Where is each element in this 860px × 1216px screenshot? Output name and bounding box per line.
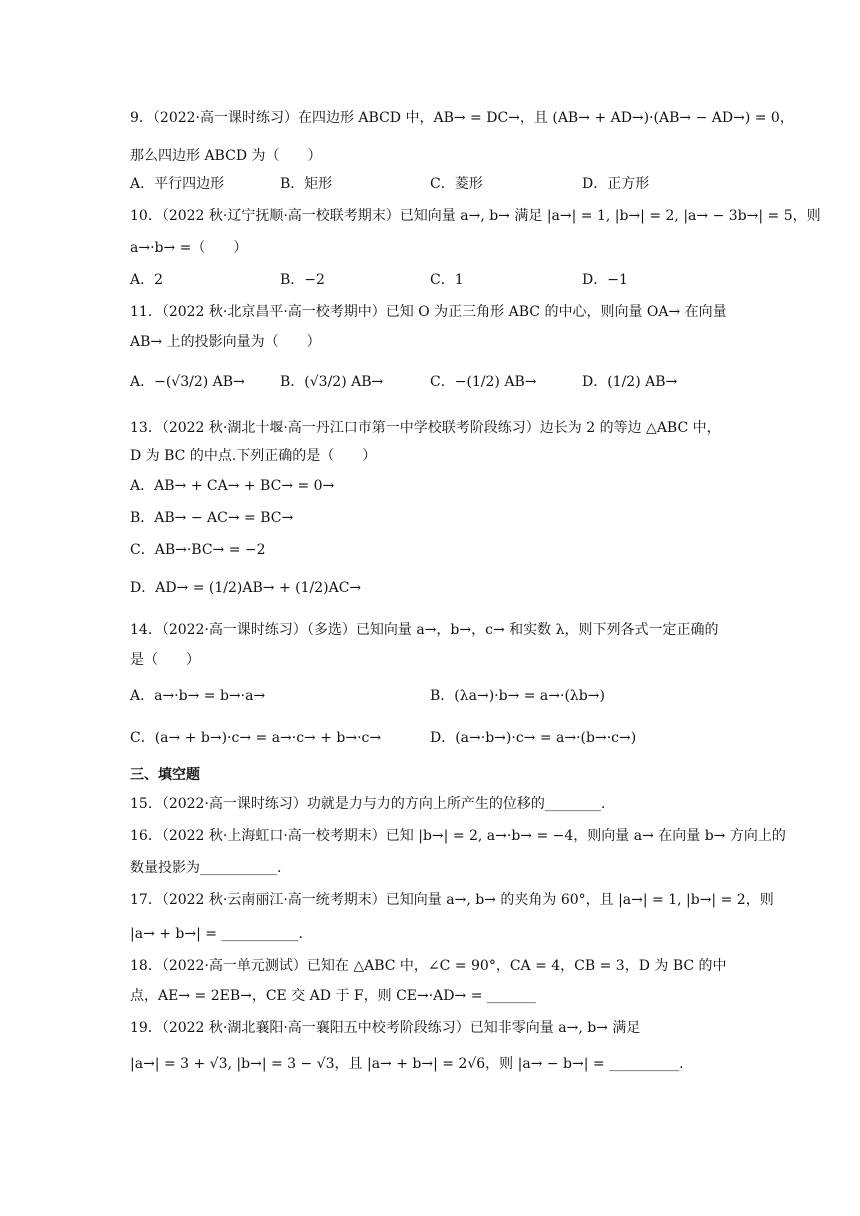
question-13-stem: 13．（2022 秋·湖北十堰·高一丹江口市第一中学校联考阶段练习）边长为 2 的等边 △ABC 中， (130, 420, 721, 436)
question-14-stem-cont: 是（ ） (130, 652, 200, 668)
q13-option-c: C．AB→·BC→ = −2 (130, 542, 266, 558)
question-11-stem: 11．（2022 秋·北京昌平·高一校考期中）已知 O 为正三角形 ABC 的中心，则向量 OA→ 在向量 (130, 304, 727, 320)
question-18: 18．（2022·高一单元测试）已知在 △ABC 中，∠C = 90°，CA = 4，CB = 3，D 为 BC 的中 (130, 958, 727, 974)
question-16: 16．（2022 秋·上海虹口·高一校考期末）已知 |b→| = 2, a→·b→ = −4，则向量 a→ 在向量 b→ 方向上的 (130, 828, 786, 844)
q10-option-d: D．−1 (582, 272, 628, 288)
question-11-stem-cont: AB→ 上的投影向量为（ ） (130, 334, 321, 350)
q9-option-a: A．平行四边形 (130, 176, 225, 192)
q13-option-a: A．AB→ + CA→ + BC→ = 0→ (130, 478, 335, 494)
question-13-stem-cont: D 为 BC 的中点.下列正确的是（ ） (130, 448, 377, 464)
question-17-cont: |a→ + b→| = ___________. (130, 926, 303, 942)
q11-option-a: A．−(√3/2) AB→ (130, 374, 245, 390)
question-18-cont: 点，AE→ = 2EB→，CE 交 AD 于 F，则 CE→·AD→ = _______ (130, 988, 536, 1004)
question-10-stem-cont: a→·b→ =（ ） (130, 240, 248, 256)
q10-option-a: A．2 (130, 272, 164, 288)
q13-option-d: D．AD→ = (1/2)AB→ + (1/2)AC→ (130, 580, 362, 596)
q9-option-d: D．正方形 (582, 176, 650, 192)
question-16-cont: 数量投影为___________. (130, 860, 282, 876)
question-19: 19．（2022 秋·湖北襄阳·高一襄阳五中校考阶段练习）已知非零向量 a→, b→ 满足 (130, 1020, 641, 1036)
q10-option-c: C．1 (430, 272, 464, 288)
q11-option-b: B．(√3/2) AB→ (280, 374, 384, 390)
question-9-stem: 9．（2022·高一课时练习）在四边形 ABCD 中，AB→ = DC→，且 (AB→ + AD→)·(AB→ − AD→) = 0， (130, 110, 794, 126)
q10-option-b: B．−2 (280, 272, 325, 288)
question-19-cont: |a→| = 3 + √3, |b→| = 3 − √3，且 |a→ + b→| = 2√6，则 |a→ − b→| = __________. (130, 1056, 684, 1072)
question-15: 15．（2022·高一课时练习）功就是力与力的方向上所产生的位移的________. (130, 796, 606, 812)
question-10-stem: 10．（2022 秋·辽宁抚顺·高一校联考期末）已知向量 a→, b→ 满足 |a→| = 1, |b→| = 2, |a→ − 3b→| = 5，则 (130, 208, 821, 224)
q14-option-b: B．(λa→)·b→ = a→·(λb→) (430, 688, 605, 704)
q9-option-c: C．菱形 (430, 176, 483, 192)
q11-option-d: D．(1/2) AB→ (582, 374, 678, 390)
question-17: 17．（2022 秋·云南丽江·高一统考期末）已知向量 a→, b→ 的夹角为 60°，且 |a→| = 1, |b→| = 2，则 (130, 892, 774, 908)
q14-option-c: C．(a→ + b→)·c→ = a→·c→ + b→·c→ (130, 730, 382, 746)
question-14-stem: 14．（2022·高一课时练习）（多选）已知向量 a→，b→，c→ 和实数 λ，则下列各式一定正确的 (130, 622, 719, 638)
section-heading: 三、填空题 (130, 767, 200, 783)
question-9-stem-cont: 那么四边形 ABCD 为（ ） (130, 148, 322, 164)
q9-option-b: B．矩形 (280, 176, 333, 192)
q14-option-a: A．a→·b→ = b→·a→ (130, 688, 266, 704)
q13-option-b: B．AB→ − AC→ = BC→ (130, 510, 294, 526)
q14-option-d: D．(a→·b→)·c→ = a→·(b→·c→) (430, 730, 637, 746)
q11-option-c: C．−(1/2) AB→ (430, 374, 537, 390)
